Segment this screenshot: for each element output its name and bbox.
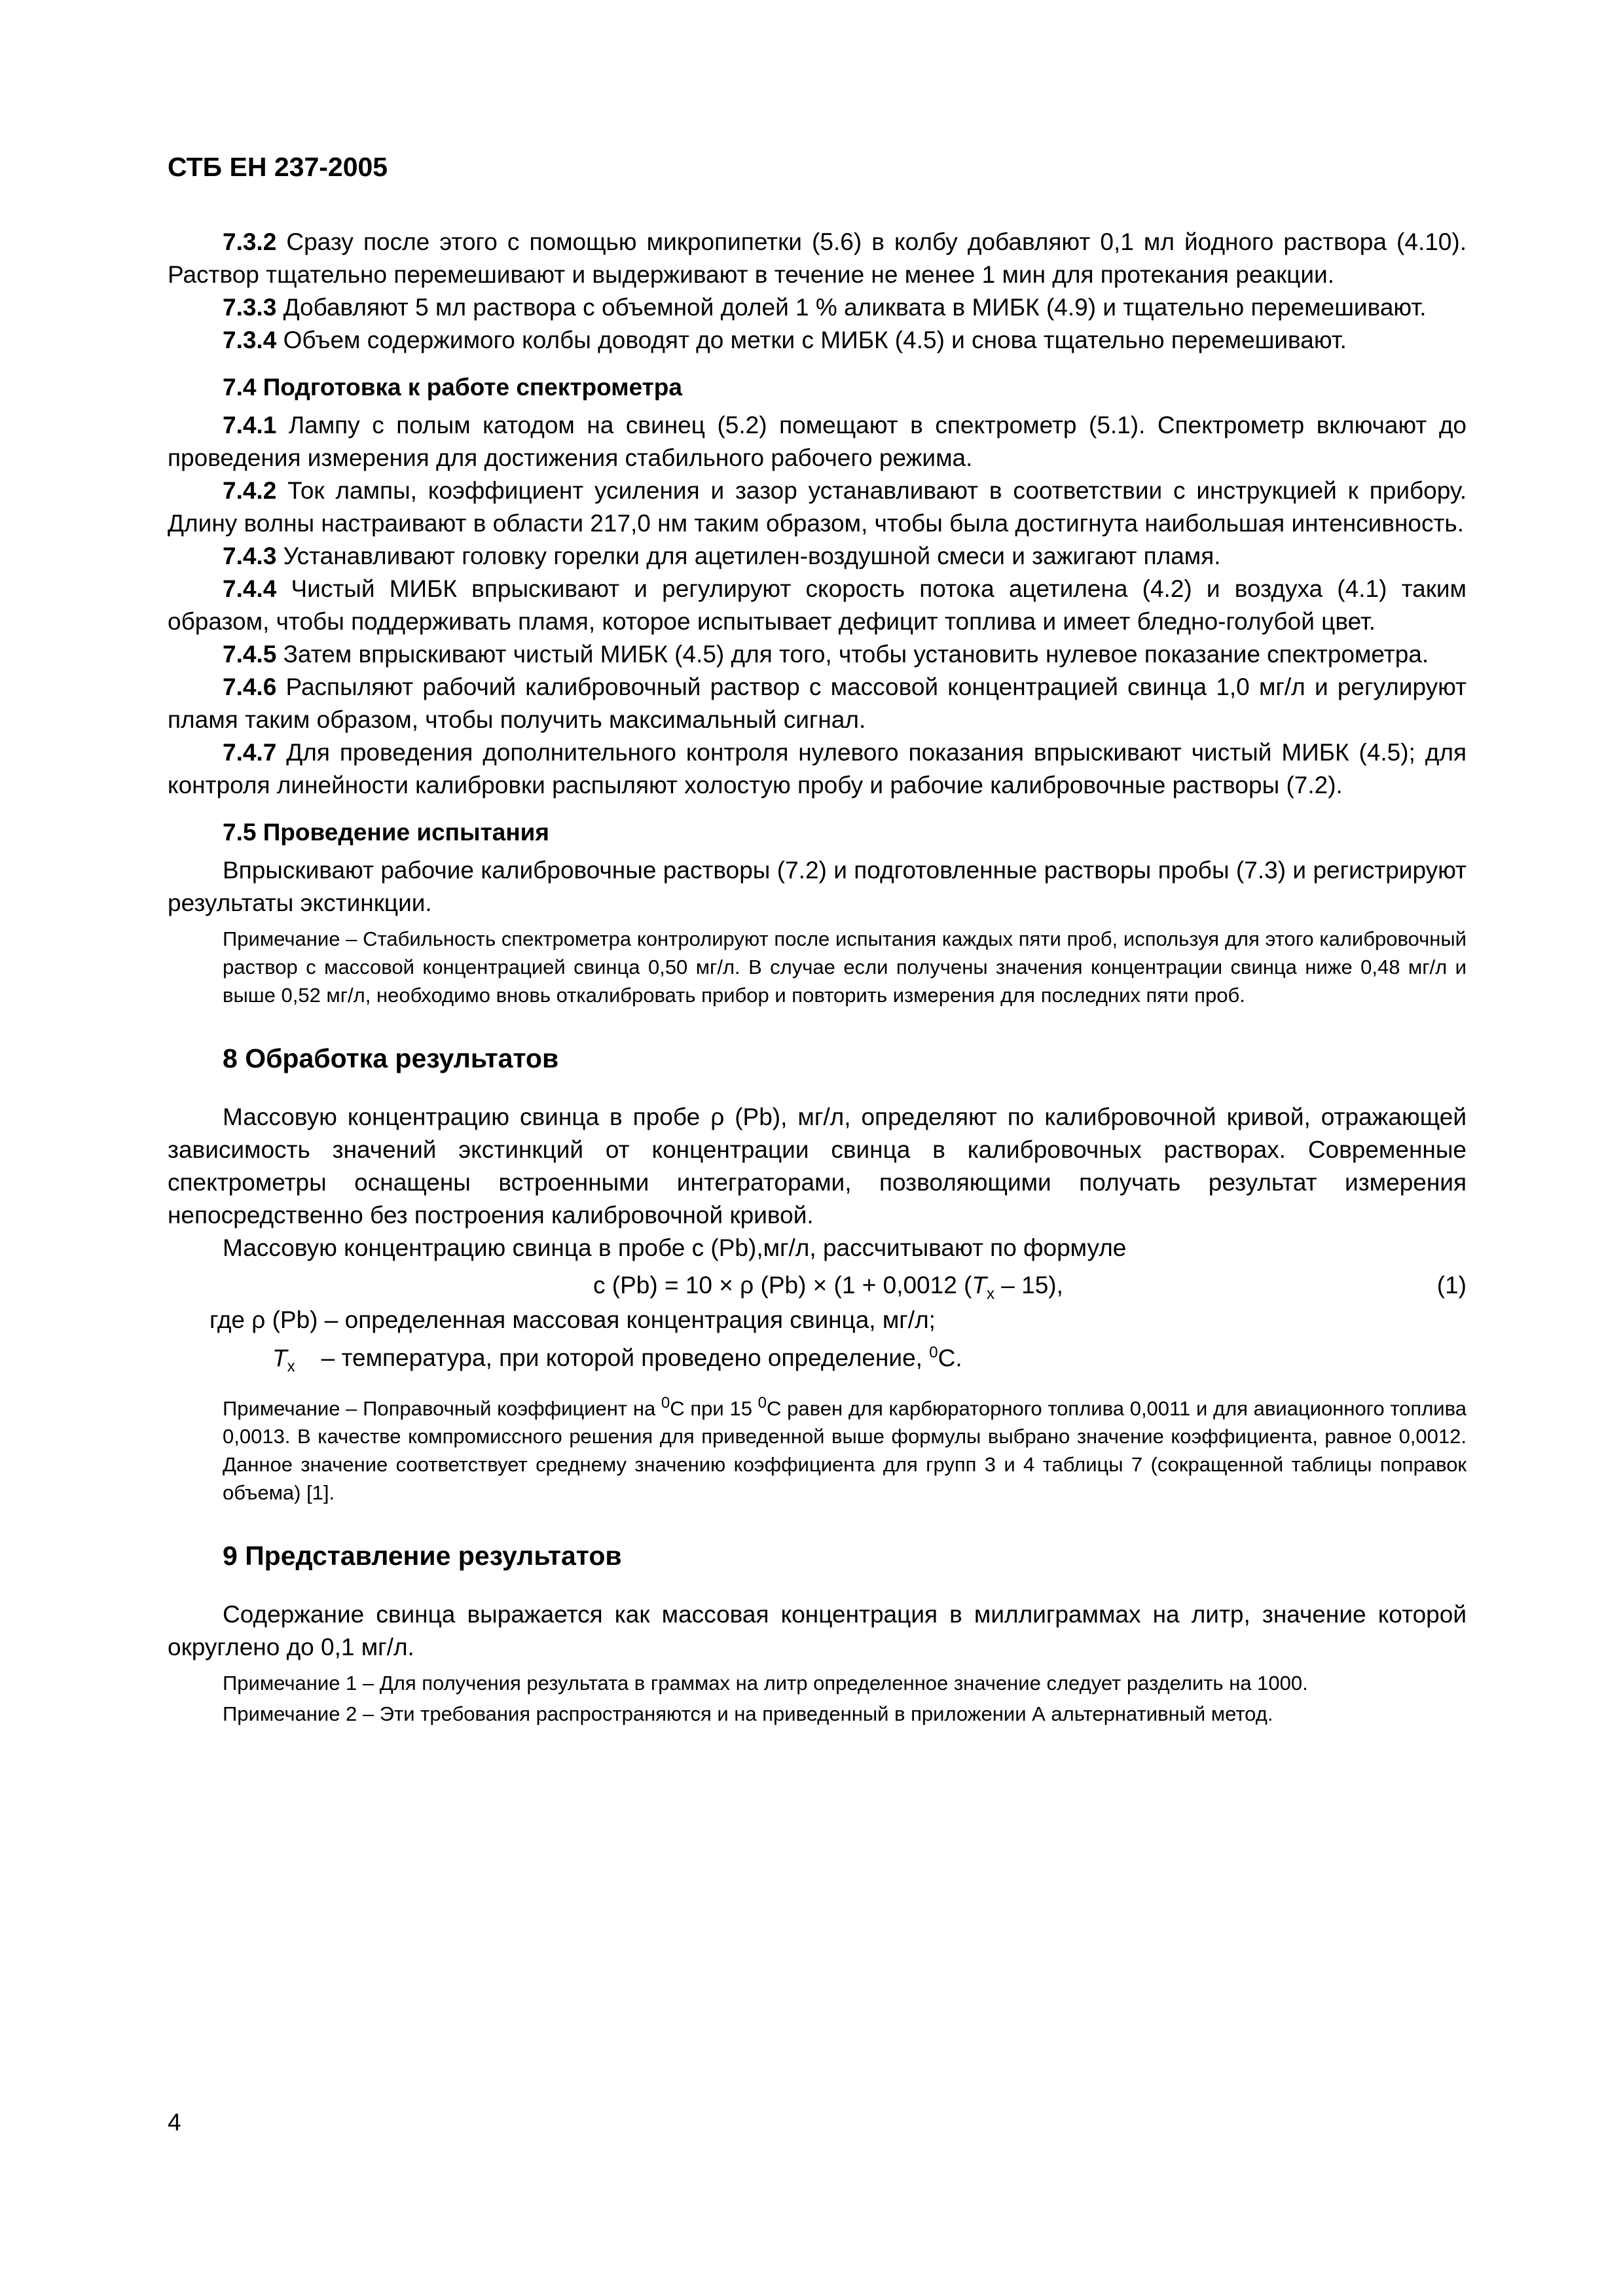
clause-text: Добавляют 5 мл раствора с объемной долей 1 % аликвата в МИБК (4.9) и тщательно перемешивают. <box>276 294 1427 321</box>
clause-number: 7.4.2 <box>223 477 277 504</box>
clause-7-4-5 <box>168 638 1467 671</box>
clause-number: 7.4.4 <box>223 575 277 602</box>
clause-number: 7.4.3 <box>223 543 277 569</box>
section-9-note-1: Примечание 1 – Для получения результата в граммах на литр определенное значение следует разделить на 1000. <box>223 1672 1308 1695</box>
formula-variable-t: T <box>972 1272 987 1299</box>
page-content <box>168 226 1467 1728</box>
note-degree-sup-1: 0 <box>661 1393 670 1412</box>
clause-7-4-7 <box>168 736 1467 802</box>
document-code-header: СТБ ЕН 237-2005 <box>168 152 388 182</box>
clause-7-3-4 <box>168 324 1467 357</box>
clause-7-4-1 <box>168 409 1467 475</box>
clause-7-4-3 <box>168 540 1467 573</box>
clause-text: Ток лампы, коэффициент усиления и зазор устанавливают в соответствии с инструкцией к прибору. Длину волны настраивают в области 217,0 нм таким образом, чтобы была достигнута наибольшая интенсивность. <box>168 477 1467 537</box>
section-7-5-note: Примечание – Стабильность спектрометра контролируют после испытания каждых пяти проб, используя для этого калибровочный раствор с массовой концентрацией свинца 0,50 мг/л. В случае если получены значения концентрации свинца ниже 0,48 мг/л и выше 0,52 мг/л, необходимо вновь откалибровать прибор и повторить измерения для последних пяти проб. <box>223 927 1467 1007</box>
section-7-4-heading: 7.4 Подготовка к работе спектрометра <box>223 374 682 401</box>
formula-legend-t <box>272 1336 1467 1384</box>
legend-degree-sup: 0 <box>929 1344 938 1361</box>
section-9-note-2: Примечание 2 – Эти требования распространяются и на приведенный в приложении А альтернативный метод. <box>223 1702 1273 1726</box>
section-8-paragraph-1: Массовую концентрацию свинца в пробе ρ (Pb), мг/л, определяют по калибровочной кривой, отражающей зависимость значений экстинкций от концентрации свинца в калибровочных растворах. Современные спектрометры оснащены встроенными интеграторами, позволяющими получать результат измерения непосредственно без построения калибровочной кривой. <box>168 1103 1467 1229</box>
formula-1 <box>168 1267 1467 1304</box>
section-7-5-heading: 7.5 Проведение испытания <box>223 819 550 846</box>
clause-number: 7.4.1 <box>223 412 277 439</box>
note-part-c: C равен для карбюраторного топлива 0,0011 и для авиационного топлива 0,0013. В качестве компромиссного решения для приведенной выше формулы выбрано значение коэффициента, равное 0,0012. Данное значение соответствует среднему значению коэффициента для групп 3 и 4 таблицы 7 (сокращенной таблицы поправок объема) [1]. <box>223 1397 1467 1505</box>
note-part-b: C при 15 <box>670 1397 758 1420</box>
formula-expression <box>593 1267 1063 1312</box>
section-9-heading: 9 Представление результатов <box>223 1541 622 1571</box>
formula-part-a: c (Pb) = 10 × ρ (Pb) × (1 + 0,0012 ( <box>593 1272 972 1299</box>
page-number: 4 <box>168 2109 181 2136</box>
clause-text: Объем содержимого колбы доводят до метки с МИБК (4.5) и снова тщательно перемешивают. <box>276 327 1347 353</box>
section-8-paragraph-2: Массовую концентрацию свинца в пробе c (Pb),мг/л, рассчитывают по формуле <box>223 1234 1127 1261</box>
clause-number: 7.3.2 <box>223 228 277 255</box>
note-part-a: Примечание – Поправочный коэффициент на <box>223 1397 661 1420</box>
legend-unit: C. <box>938 1344 962 1372</box>
clause-text: Устанавливают головку горелки для ацетилен-воздушной смеси и зажигают пламя. <box>276 543 1221 569</box>
legend-subscript-x: x <box>287 1357 295 1376</box>
legend-text: – температура, при которой проведено определение, <box>321 1344 930 1372</box>
clause-number: 7.4.7 <box>223 739 277 766</box>
clause-text: Распыляют рабочий калибровочный раствор с массовой концентрацией свинца 1,0 мг/л и регулируют пламя таким образом, чтобы получить максимальный сигнал. <box>168 673 1467 733</box>
clause-number: 7.4.6 <box>223 673 277 700</box>
clause-7-4-2 <box>168 475 1467 540</box>
formula-subscript-x: x <box>987 1285 995 1303</box>
formula-legend-rho: где ρ (Pb) – определенная массовая концентрация свинца, мг/л; <box>210 1306 936 1333</box>
clause-text: Лампу с полым катодом на свинец (5.2) помещают в спектрометр (5.1). Спектрометр включают до проведения измерения для достижения стабильного рабочего режима. <box>168 412 1467 471</box>
clause-7-4-6 <box>168 671 1467 736</box>
clause-number: 7.3.4 <box>223 327 277 353</box>
clause-number: 7.4.5 <box>223 641 277 668</box>
note-degree-sup-2: 0 <box>757 1393 767 1412</box>
section-8-heading: 8 Обработка результатов <box>223 1043 559 1073</box>
clause-text: Сразу после этого с помощью микропипетки (5.6) в колбу добавляют 0,1 мл йодного раствора (4.10). Раствор тщательно перемешивают и выдерживают в течение не менее 1 мин для протекания реакции. <box>168 228 1467 288</box>
clause-text: Затем впрыскивают чистый МИБК (4.5) для того, чтобы установить нулевое показание спектрометра. <box>276 641 1429 668</box>
formula-number: (1) <box>1436 1272 1467 1299</box>
section-8-note <box>223 1389 1467 1507</box>
clause-text: Чистый МИБК впрыскивают и регулируют скорость потока ацетилена (4.2) и воздуха (4.1) таким образом, чтобы поддерживать пламя, которое испытывает дефицит топлива и имеет бледно-голубой цвет. <box>168 575 1467 635</box>
legend-variable-t: T <box>272 1344 287 1372</box>
clause-7-3-2 <box>168 226 1467 291</box>
formula-part-b: – 15), <box>994 1272 1063 1299</box>
clause-number: 7.3.3 <box>223 294 277 321</box>
clause-7-3-3 <box>168 291 1467 324</box>
clause-text: Для проведения дополнительного контроля нулевого показания впрыскивают чистый МИБК (4.5); для контроля линейности калибровки распыляют холостую пробу и рабочие калибровочные растворы (7.2). <box>168 739 1467 798</box>
section-9-text: Содержание свинца выражается как массовая концентрация в миллиграммах на литр, значение которой округлено до 0,1 мг/л. <box>168 1601 1467 1661</box>
clause-7-4-4 <box>168 573 1467 638</box>
section-7-5-text: Впрыскивают рабочие калибровочные растворы (7.2) и подготовленные растворы пробы (7.3) и регистрируют результаты экстинкции. <box>168 857 1467 916</box>
